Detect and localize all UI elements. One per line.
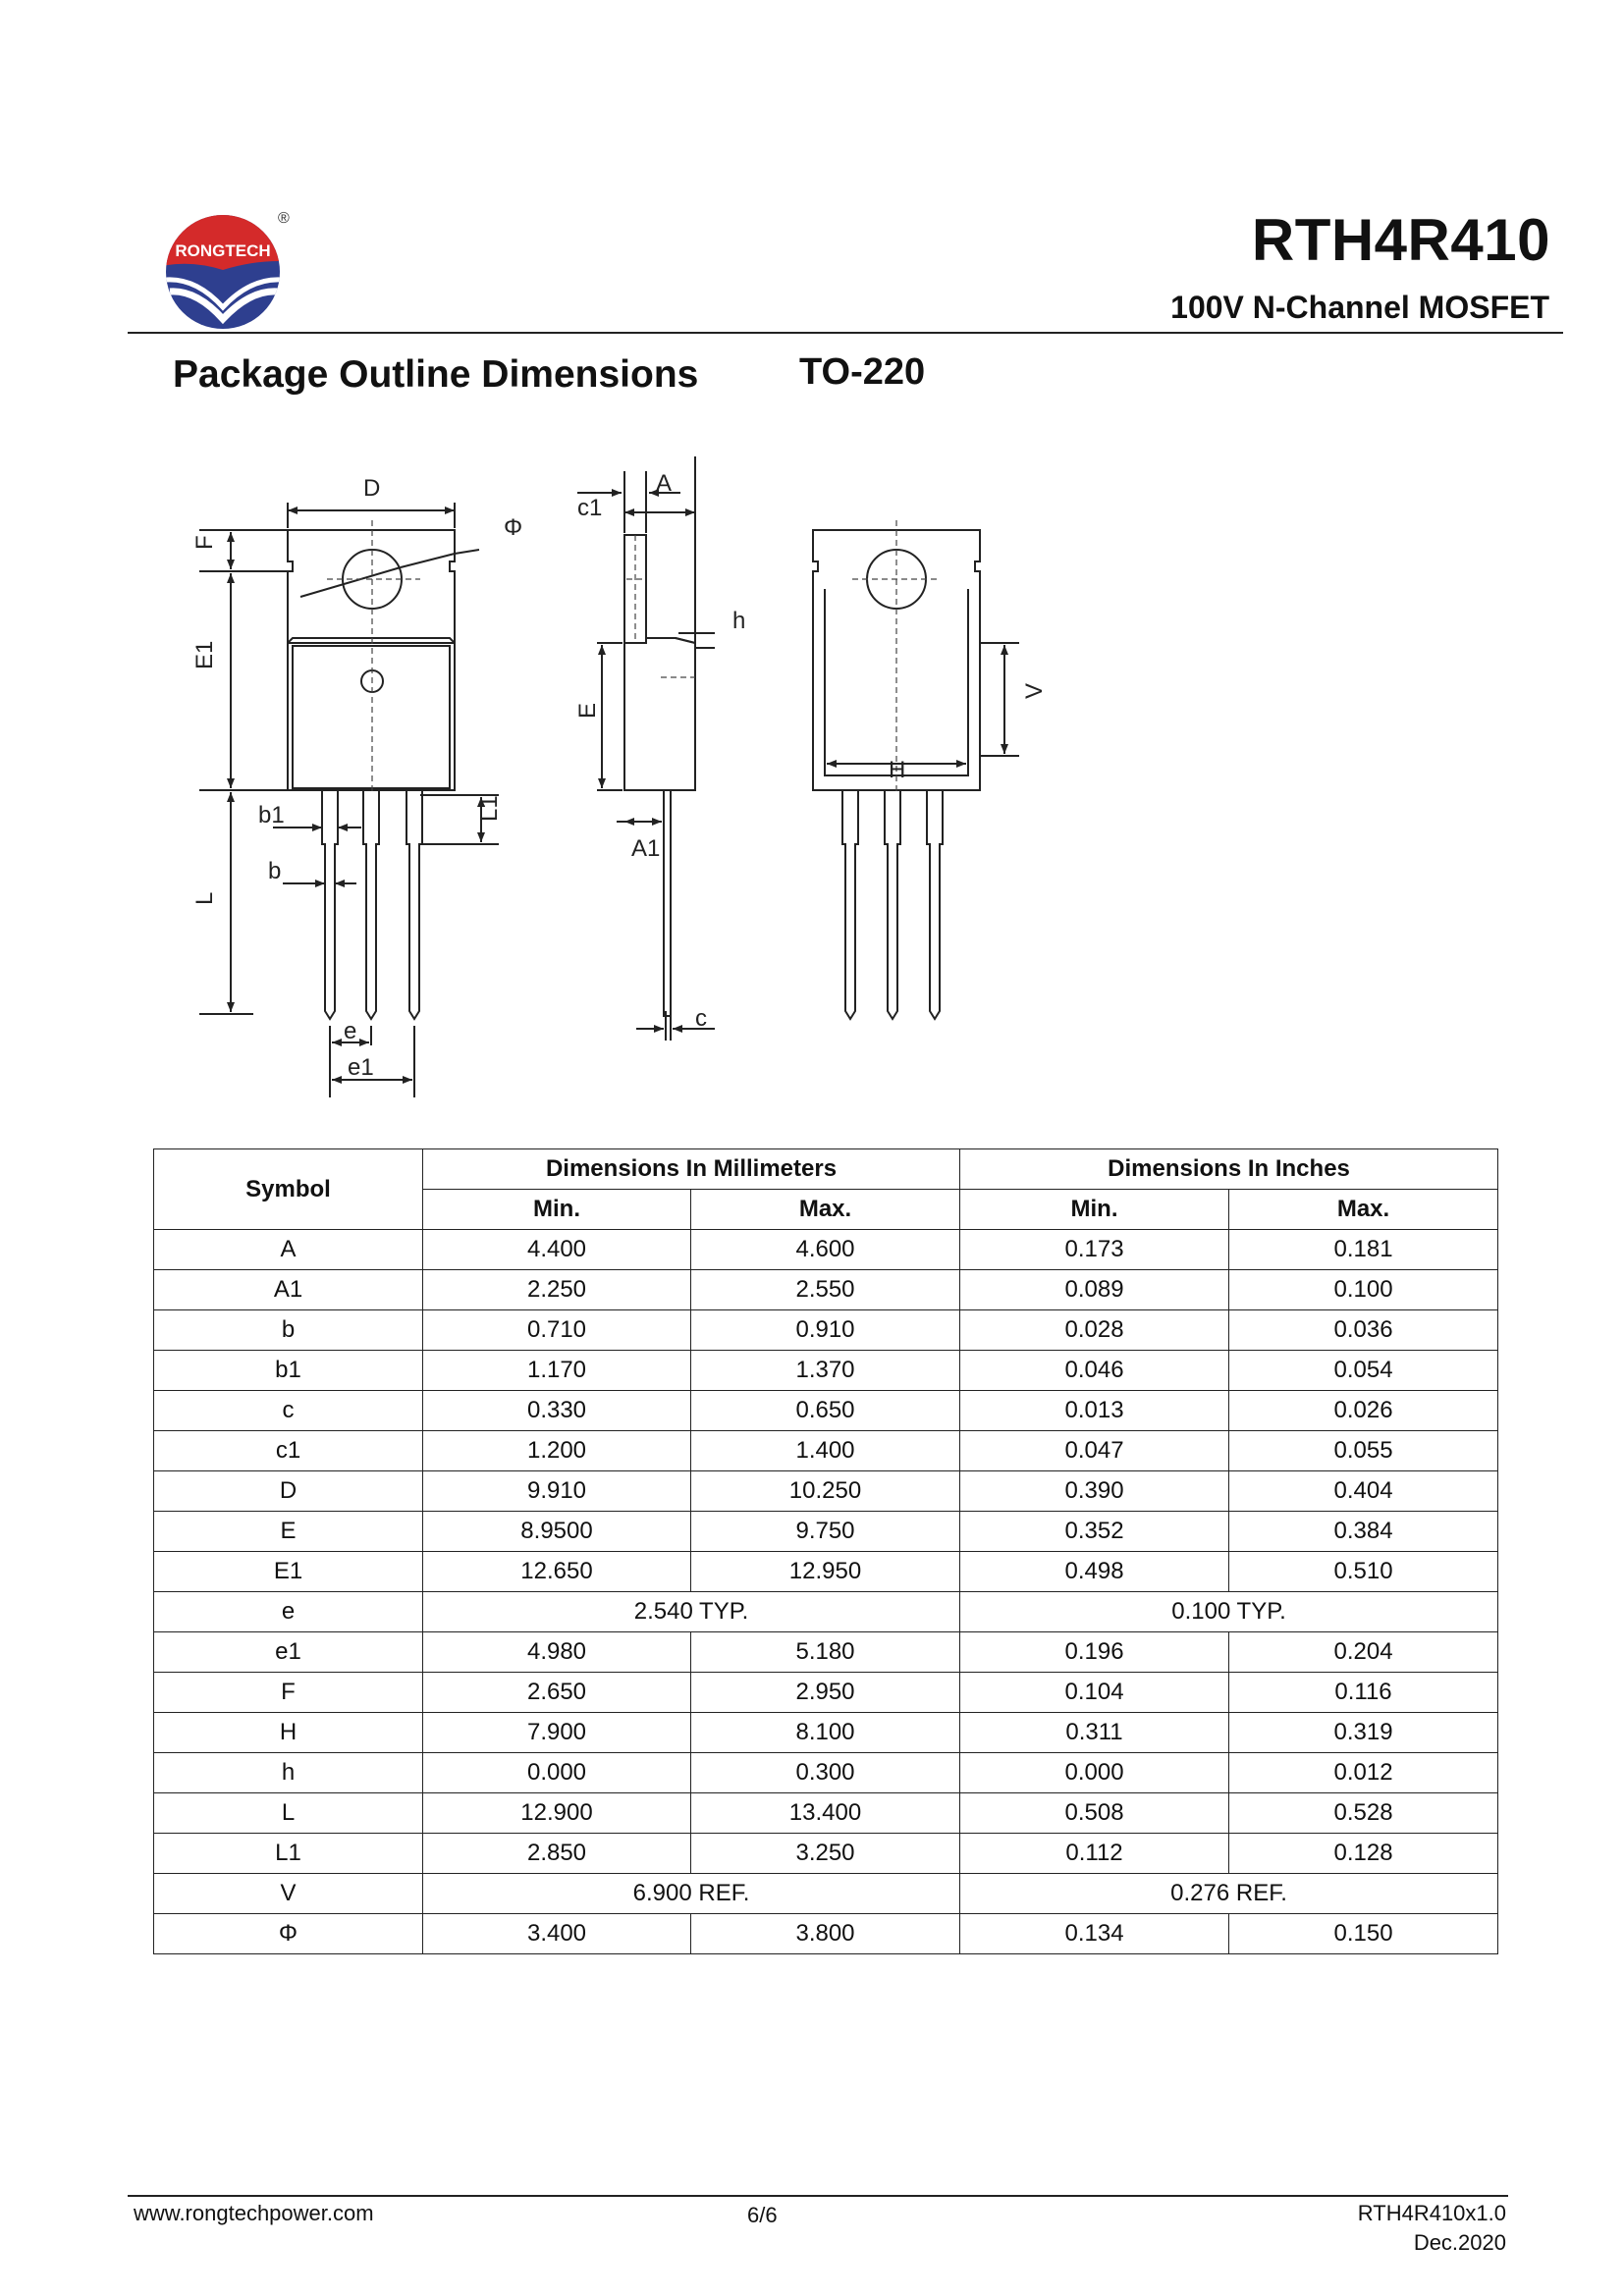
product-subtitle: 100V N-Channel MOSFET [1170,290,1549,325]
mm-min-cell: 4.400 [423,1230,691,1270]
label-A: A [656,470,673,497]
in-max-cell: 0.510 [1229,1552,1498,1592]
mm-max-cell: 5.180 [691,1632,960,1673]
label-H: H [889,757,906,783]
symbol-cell: c [154,1391,423,1431]
symbol-cell: L1 [154,1834,423,1874]
dimensions-table [153,1148,1498,1954]
mm-min-cell: 0.000 [423,1753,691,1793]
mm-min-cell: 3.400 [423,1914,691,1954]
table-row [154,1713,1498,1753]
mm-max-cell: 3.250 [691,1834,960,1874]
rongtech-logo [162,201,299,339]
mm-max-header: Max. [691,1190,960,1230]
table-row [154,1834,1498,1874]
in-max-cell: 0.181 [1229,1230,1498,1270]
in-max-cell: 0.116 [1229,1673,1498,1713]
symbol-cell: E [154,1512,423,1552]
symbol-cell: D [154,1471,423,1512]
in-min-cell: 0.311 [960,1713,1229,1753]
mm-header: Dimensions In Millimeters [423,1149,960,1190]
mm-min-header: Min. [423,1190,691,1230]
label-D: D [363,475,381,502]
mm-min-cell: 12.650 [423,1552,691,1592]
symbol-cell: L [154,1793,423,1834]
symbol-cell: e [154,1592,423,1632]
label-phi: Φ [504,514,523,541]
mm-min-cell: 2.850 [423,1834,691,1874]
label-b1: b1 [258,802,285,828]
label-E1: E1 [191,640,218,669]
label-L1: L1 [476,795,503,822]
in-min-cell: 0.508 [960,1793,1229,1834]
in-min-cell: 0.000 [960,1753,1229,1793]
in-min-cell: 0.013 [960,1391,1229,1431]
page-number: 6/6 [747,2203,778,2227]
package-name: TO-220 [799,351,926,393]
mm-min-cell: 1.170 [423,1351,691,1391]
registered-mark: ® [278,210,290,227]
label-h: h [732,608,746,634]
label-b: b [268,858,282,884]
symbol-cell: h [154,1753,423,1793]
table-row [154,1512,1498,1552]
label-e1: e1 [348,1054,374,1081]
mm-max-cell: 8.100 [691,1713,960,1753]
table-row [154,1673,1498,1713]
in-max-cell: 0.204 [1229,1632,1498,1673]
in-min-cell: 0.134 [960,1914,1229,1954]
mm-max-cell: 1.400 [691,1431,960,1471]
section-title: Package Outline Dimensions [173,353,699,396]
label-e: e [344,1018,357,1044]
mm-max-cell: 12.950 [691,1552,960,1592]
in-min-cell: 0.196 [960,1632,1229,1673]
in-max-cell: 0.012 [1229,1753,1498,1793]
mm-min-cell: 4.980 [423,1632,691,1673]
in-min-cell: 0.089 [960,1270,1229,1310]
document-version: RTH4R410x1.0 [1357,2201,1506,2225]
in-max-cell: 0.100 [1229,1270,1498,1310]
table-row [154,1431,1498,1471]
in-min-cell: 0.046 [960,1351,1229,1391]
mm-max-cell: 3.800 [691,1914,960,1954]
symbol-cell: A [154,1230,423,1270]
inches-header: Dimensions In Inches [960,1149,1498,1190]
in-min-header: Min. [960,1190,1229,1230]
mm-max-cell: 2.550 [691,1270,960,1310]
symbol-cell: Φ [154,1914,423,1954]
in-max-cell: 0.026 [1229,1391,1498,1431]
in-max-cell: 0.055 [1229,1431,1498,1471]
footer-divider [128,2195,1508,2197]
symbol-cell: V [154,1874,423,1914]
mm-min-cell: 0.330 [423,1391,691,1431]
in-min-cell: 0.390 [960,1471,1229,1512]
mm-max-cell: 13.400 [691,1793,960,1834]
symbol-cell: A1 [154,1270,423,1310]
in-min-cell: 0.498 [960,1552,1229,1592]
in-max-cell: 0.150 [1229,1914,1498,1954]
table-row [154,1632,1498,1673]
label-V: V [1021,682,1048,699]
in-max-cell: 0.319 [1229,1713,1498,1753]
in-max-cell: 0.384 [1229,1512,1498,1552]
symbol-header: Symbol [154,1149,423,1230]
table-row [154,1471,1498,1512]
table-row [154,1230,1498,1270]
package-outline-drawing [165,442,1049,1109]
table-row [154,1793,1498,1834]
label-L: L [191,891,218,905]
symbol-cell: E1 [154,1552,423,1592]
mm-max-cell: 1.370 [691,1351,960,1391]
in-max-cell: 0.036 [1229,1310,1498,1351]
mm-max-cell: 0.300 [691,1753,960,1793]
table-row [154,1391,1498,1431]
label-A1: A1 [631,835,661,862]
in-max-cell: 0.404 [1229,1471,1498,1512]
part-number: RTH4R410 [1251,207,1550,273]
symbol-cell: H [154,1713,423,1753]
document-date: Dec.2020 [1413,2230,1506,2255]
table-row [154,1753,1498,1793]
mm-max-cell: 2.950 [691,1673,960,1713]
in-min-cell: 0.352 [960,1512,1229,1552]
mm-min-cell: 12.900 [423,1793,691,1834]
table-row [154,1592,1498,1632]
symbol-cell: F [154,1673,423,1713]
mm-min-cell: 2.250 [423,1270,691,1310]
in-typ-cell: 0.100 TYP. [960,1592,1498,1632]
in-max-cell: 0.128 [1229,1834,1498,1874]
mm-min-cell: 9.910 [423,1471,691,1512]
mm-max-cell: 0.650 [691,1391,960,1431]
mm-typ-cell: 6.900 REF. [423,1874,960,1914]
mm-min-cell: 2.650 [423,1673,691,1713]
in-min-cell: 0.112 [960,1834,1229,1874]
in-typ-cell: 0.276 REF. [960,1874,1498,1914]
mm-max-cell: 9.750 [691,1512,960,1552]
mm-max-cell: 10.250 [691,1471,960,1512]
header-divider [128,332,1563,334]
table-header-row [154,1149,1498,1190]
footer-url: www.rongtechpower.com [134,2201,374,2225]
symbol-cell: e1 [154,1632,423,1673]
label-F: F [191,535,218,550]
table-row [154,1914,1498,1954]
symbol-cell: b1 [154,1351,423,1391]
in-min-cell: 0.173 [960,1230,1229,1270]
mm-min-cell: 1.200 [423,1431,691,1471]
mm-max-cell: 0.910 [691,1310,960,1351]
in-max-header: Max. [1229,1190,1498,1230]
logo-text: RONGTECH [175,241,271,260]
table-row [154,1310,1498,1351]
mm-min-cell: 7.900 [423,1713,691,1753]
in-min-cell: 0.104 [960,1673,1229,1713]
in-max-cell: 0.054 [1229,1351,1498,1391]
mm-min-cell: 8.9500 [423,1512,691,1552]
table-row [154,1552,1498,1592]
mm-min-cell: 0.710 [423,1310,691,1351]
in-min-cell: 0.047 [960,1431,1229,1471]
table-row [154,1270,1498,1310]
table-row [154,1874,1498,1914]
mm-max-cell: 4.600 [691,1230,960,1270]
symbol-cell: b [154,1310,423,1351]
mm-typ-cell: 2.540 TYP. [423,1592,960,1632]
in-max-cell: 0.528 [1229,1793,1498,1834]
table-row [154,1351,1498,1391]
label-E: E [574,702,601,719]
label-c: c [695,1005,707,1032]
label-c1: c1 [577,495,603,521]
symbol-cell: c1 [154,1431,423,1471]
in-min-cell: 0.028 [960,1310,1229,1351]
